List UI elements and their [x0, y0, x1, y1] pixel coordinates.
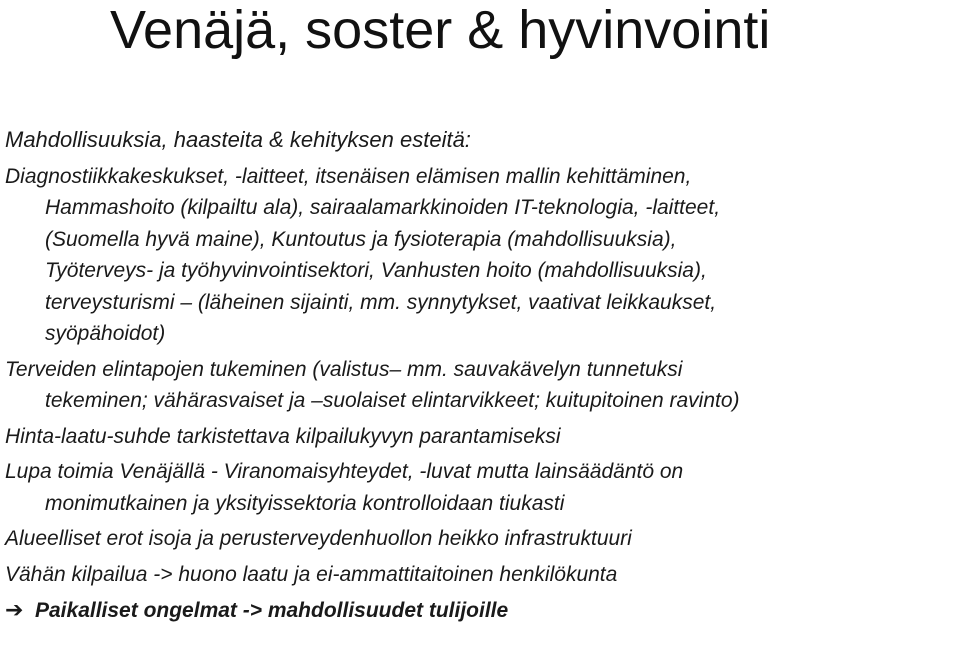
- slide-title: Venäjä, soster & hyvinvointi: [110, 0, 771, 60]
- paragraph-line: Hammashoito (kilpailtu ala), sairaalamarkkinoiden IT-teknologia, -laitteet,: [45, 196, 721, 219]
- section-heading-text: Mahdollisuuksia, haasteita & kehityksen esteitä:: [5, 127, 471, 152]
- paragraph-price-quality: [5, 421, 957, 453]
- paragraph-line: Alueelliset erot isoja ja perusterveydenhuollon heikko infrastruktuuri: [5, 527, 632, 550]
- conclusion: [5, 594, 957, 627]
- paragraph-line: terveysturismi – (läheinen sijainti, mm. synnytykset, vaativat leikkaukset,: [45, 290, 717, 314]
- paragraph-line: Vähän kilpailua -> huono laatu ja ei-ammattitaitoinen henkilökunta: [5, 562, 618, 586]
- paragraph-line: tekeminen; vähärasvaiset ja –suolaiset elintarvikkeet; kuitupitoinen ravinto): [45, 389, 740, 412]
- paragraph-competition: [5, 559, 957, 591]
- paragraph-line: monimutkainen ja yksityissektoria kontrolloidaan tiukasti: [45, 491, 565, 515]
- conclusion-text: Paikalliset ongelmat -> mahdollisuudet tulijoille: [35, 599, 509, 622]
- paragraph-permits: [5, 456, 957, 519]
- paragraph-regional: [5, 523, 957, 555]
- conclusion-line: [5, 594, 957, 627]
- paragraph-line: Lupa toimia Venäjällä - Viranomaisyhteydet, -luvat mutta lainsäädäntö on: [5, 460, 684, 483]
- slide-body: [5, 124, 957, 627]
- paragraph-line: syöpähoidot): [45, 322, 166, 345]
- paragraph-line: Työterveys- ja työhyvinvointisektori, Vanhusten hoito (mahdollisuuksia),: [45, 259, 707, 282]
- arrow-right-icon: ➔: [5, 597, 24, 622]
- paragraph-line: (Suomella hyvä maine), Kuntoutus ja fysioterapia (mahdollisuuksia),: [45, 227, 677, 251]
- paragraph-healthy-lifestyle: [5, 354, 957, 417]
- paragraph-line: Hinta-laatu-suhde tarkistettava kilpailukyvyn parantamiseksi: [5, 424, 561, 448]
- paragraph-line: Terveiden elintapojen tukeminen (valistus– mm. sauvakävelyn tunnetuksi: [5, 357, 683, 381]
- section-heading: [5, 124, 957, 156]
- paragraph-line: Diagnostiikkakeskukset, -laitteet, itsenäisen elämisen mallin kehittäminen,: [5, 164, 692, 188]
- paragraph-opportunities: [5, 161, 957, 350]
